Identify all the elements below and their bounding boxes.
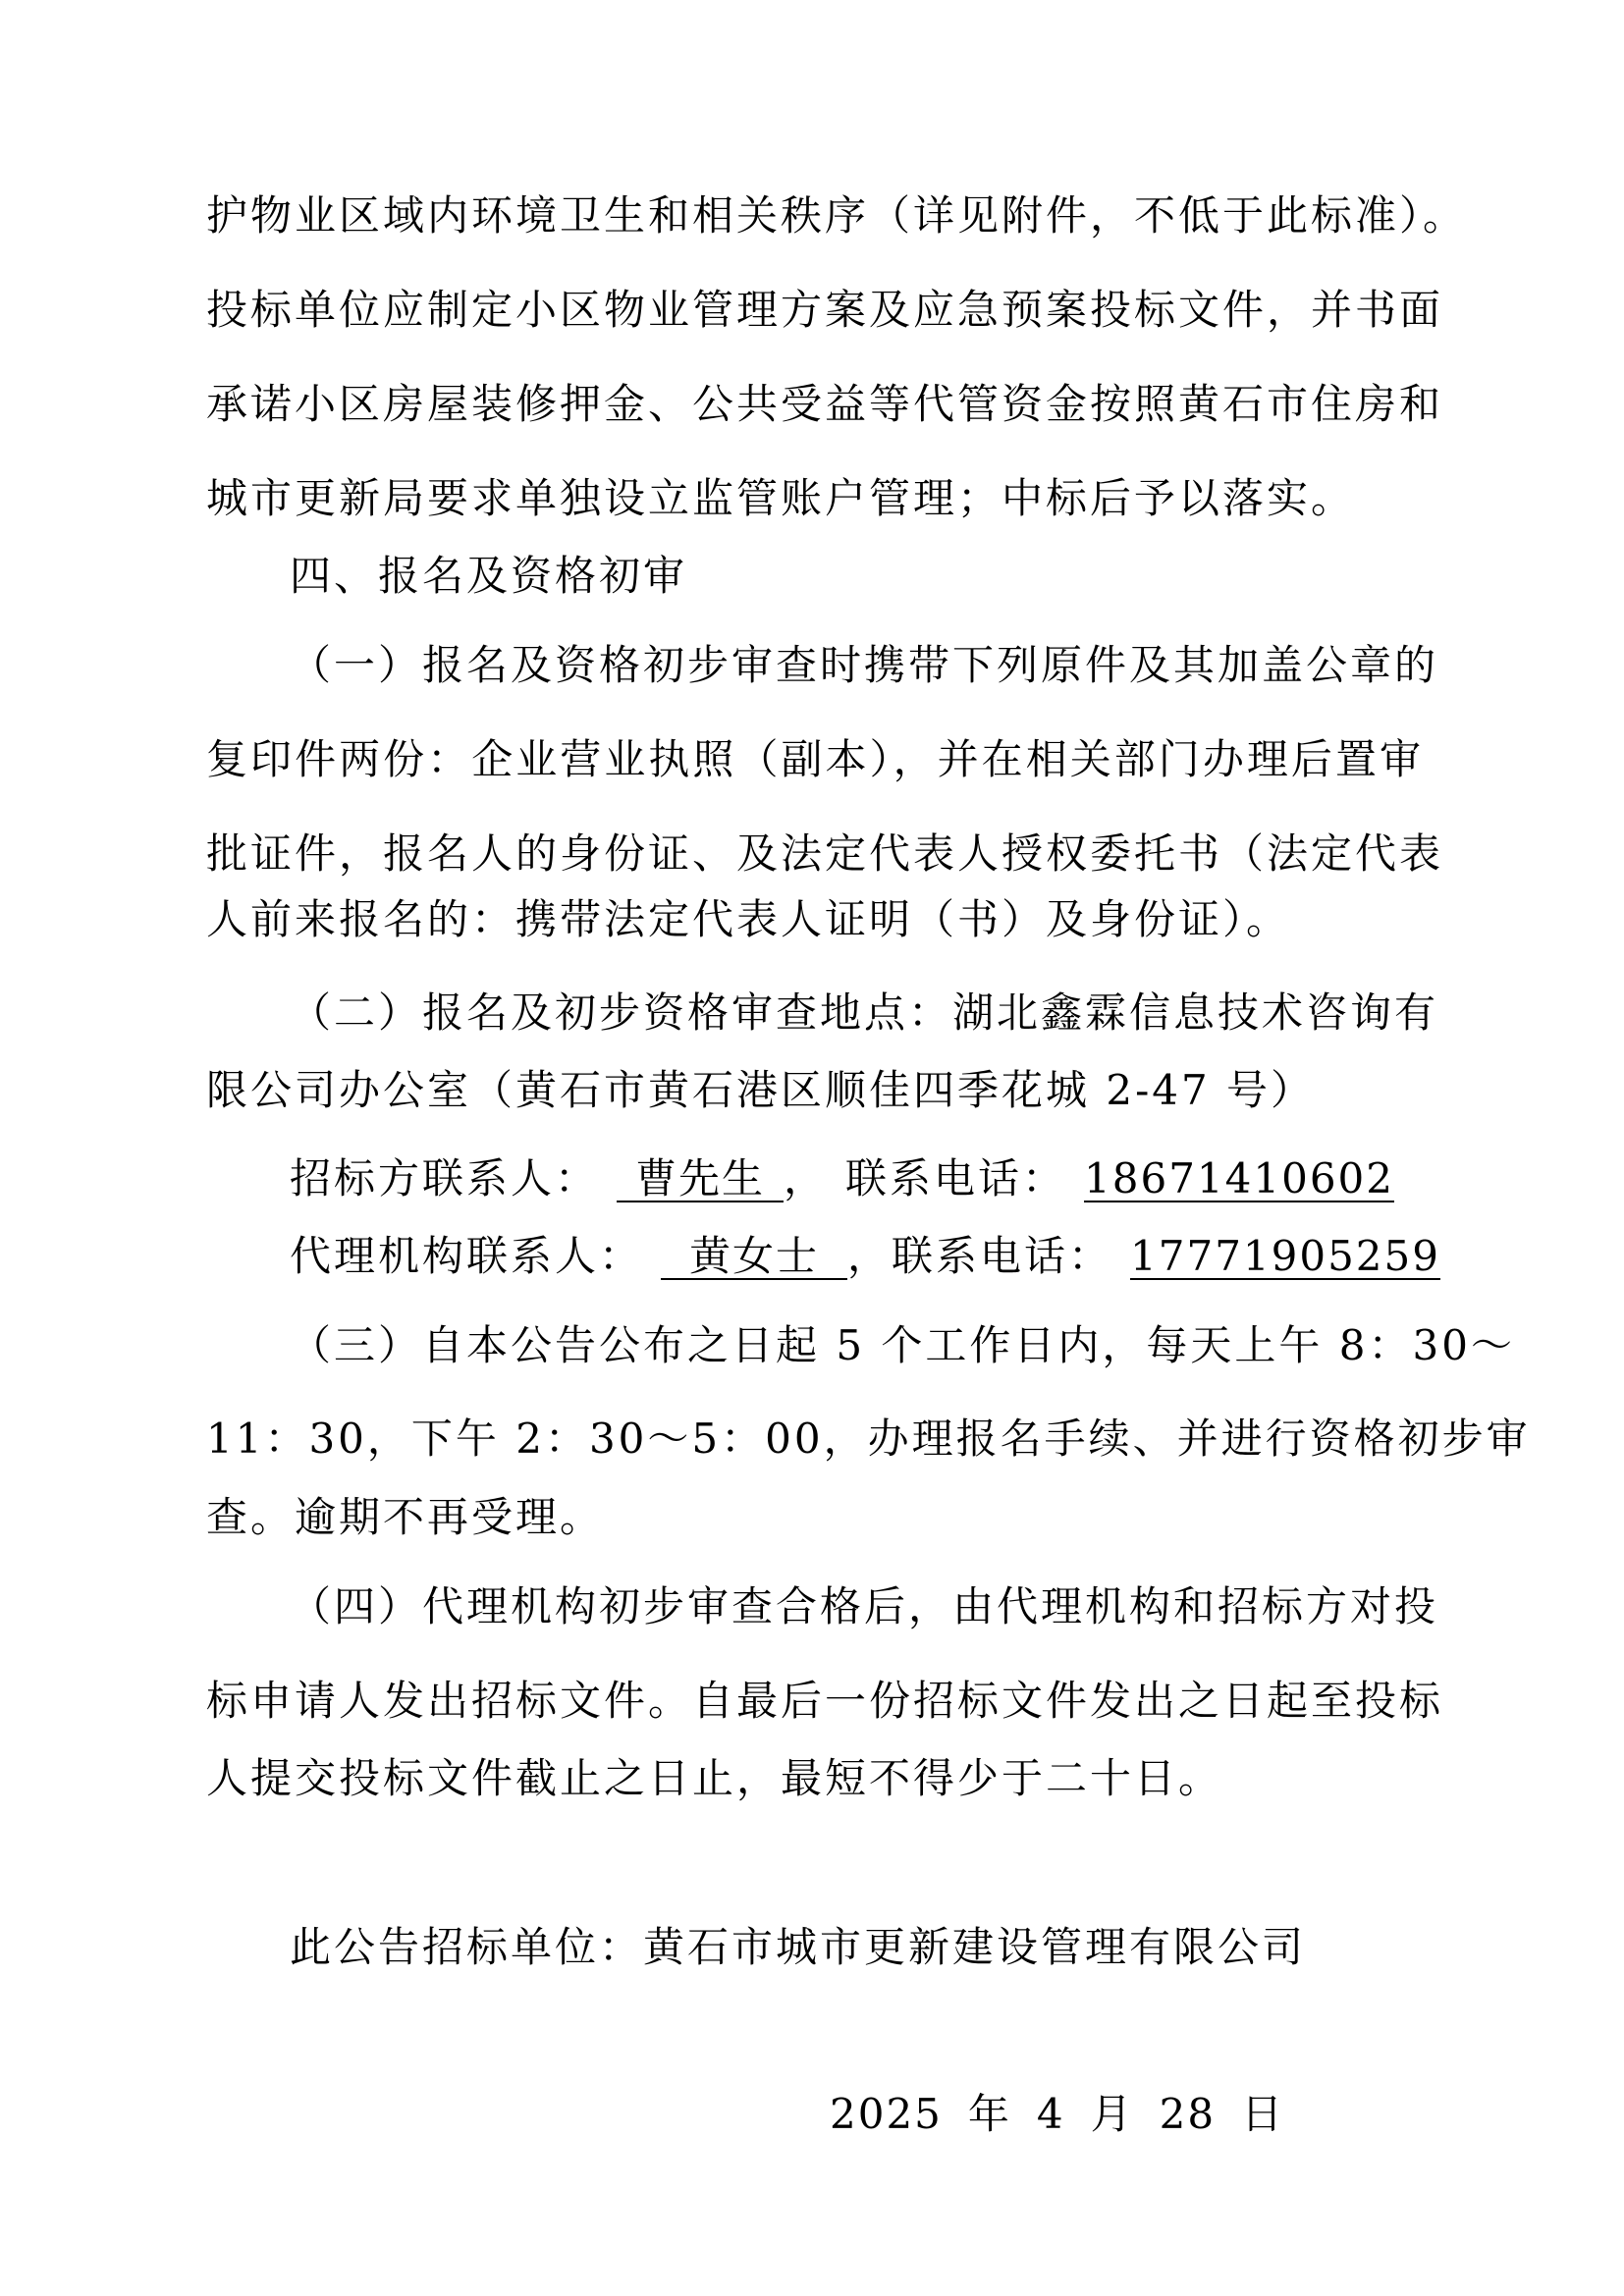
- agent-contact-label: 代理机构联系人：: [290, 1232, 644, 1280]
- date-year-unit: 年: [967, 2090, 1011, 2138]
- paragraph-line: 复印件两份：企业营业执照（副本），并在相关部门办理后置审: [206, 735, 1424, 783]
- paragraph-line: （二）报名及初步资格审查地点：湖北鑫霖信息技术咨询有: [290, 988, 1439, 1037]
- agent-phone-label: ，联系电话：: [847, 1232, 1113, 1280]
- paragraph-line: 查。逾期不再受理。: [206, 1493, 605, 1541]
- agent-contact-line: [290, 1232, 1440, 1280]
- tenderer-contact-label: 招标方联系人：: [290, 1154, 600, 1202]
- paragraph-line: 人提交投标文件截止之日止，最短不得少于二十日。: [206, 1754, 1223, 1802]
- tenderer-contact-line: [290, 1155, 1424, 1202]
- tenderer-phone-label: 联系电话：: [845, 1154, 1067, 1202]
- agent-contact-name: 黄女士: [661, 1235, 847, 1280]
- signature-line: 此公告招标单位：黄石市城市更新建设管理有限公司: [290, 1923, 1307, 1971]
- section-heading: 四、报名及资格初审: [290, 552, 688, 600]
- tenderer-contact-name: 曹先生: [617, 1157, 784, 1202]
- paragraph-line: 标申请人发出招标文件。自最后一份招标文件发出之日起至投标: [206, 1677, 1444, 1725]
- agent-phone-number: 17771905259: [1130, 1232, 1440, 1280]
- paragraph-line: 11：30，下午 2：30～5：00，办理报名手续、并进行资格初步审: [206, 1415, 1531, 1463]
- date-year: 2025: [830, 2090, 943, 2138]
- date-day: 28: [1159, 2090, 1217, 2138]
- paragraph-line: （一）报名及资格初步审查时携带下列原件及其加盖公章的: [290, 641, 1439, 689]
- date-month-unit: 月: [1090, 2090, 1134, 2138]
- paragraph-line: （四）代理机构初步审查合格后，由代理机构和招标方对投: [290, 1582, 1439, 1630]
- date-month: 4: [1036, 2090, 1065, 2138]
- paragraph-line: （三）自本公告公布之日起 5 个工作日内，每天上午 8：30～: [290, 1321, 1515, 1369]
- paragraph-line: 承诺小区房屋装修押金、公共受益等代管资金按照黄石市住房和: [206, 380, 1444, 428]
- paragraph-line: 投标单位应制定小区物业管理方案及应急预案投标文件，并书面: [206, 286, 1444, 334]
- date-day-unit: 日: [1241, 2090, 1285, 2138]
- paragraph-line: 批证件，报名人的身份证、及法定代表人授权委托书（法定代表: [206, 829, 1444, 878]
- tenderer-separator: ，: [784, 1154, 829, 1202]
- tenderer-phone-number: 18671410602: [1084, 1154, 1394, 1202]
- paragraph-line: 护物业区域内环境卫生和相关秩序（详见附件，不低于此标准）。: [206, 191, 1468, 240]
- paragraph-line: 限公司办公室（黄石市黄石港区顺佳四季花城 2-47 号）: [206, 1066, 1316, 1114]
- paragraph-line: 人前来报名的：携带法定代表人证明（书）及身份证）。: [206, 895, 1291, 943]
- document-date: [830, 2091, 1284, 2138]
- paragraph-line: 城市更新局要求单独设立监管账户管理；中标后予以落实。: [206, 474, 1356, 522]
